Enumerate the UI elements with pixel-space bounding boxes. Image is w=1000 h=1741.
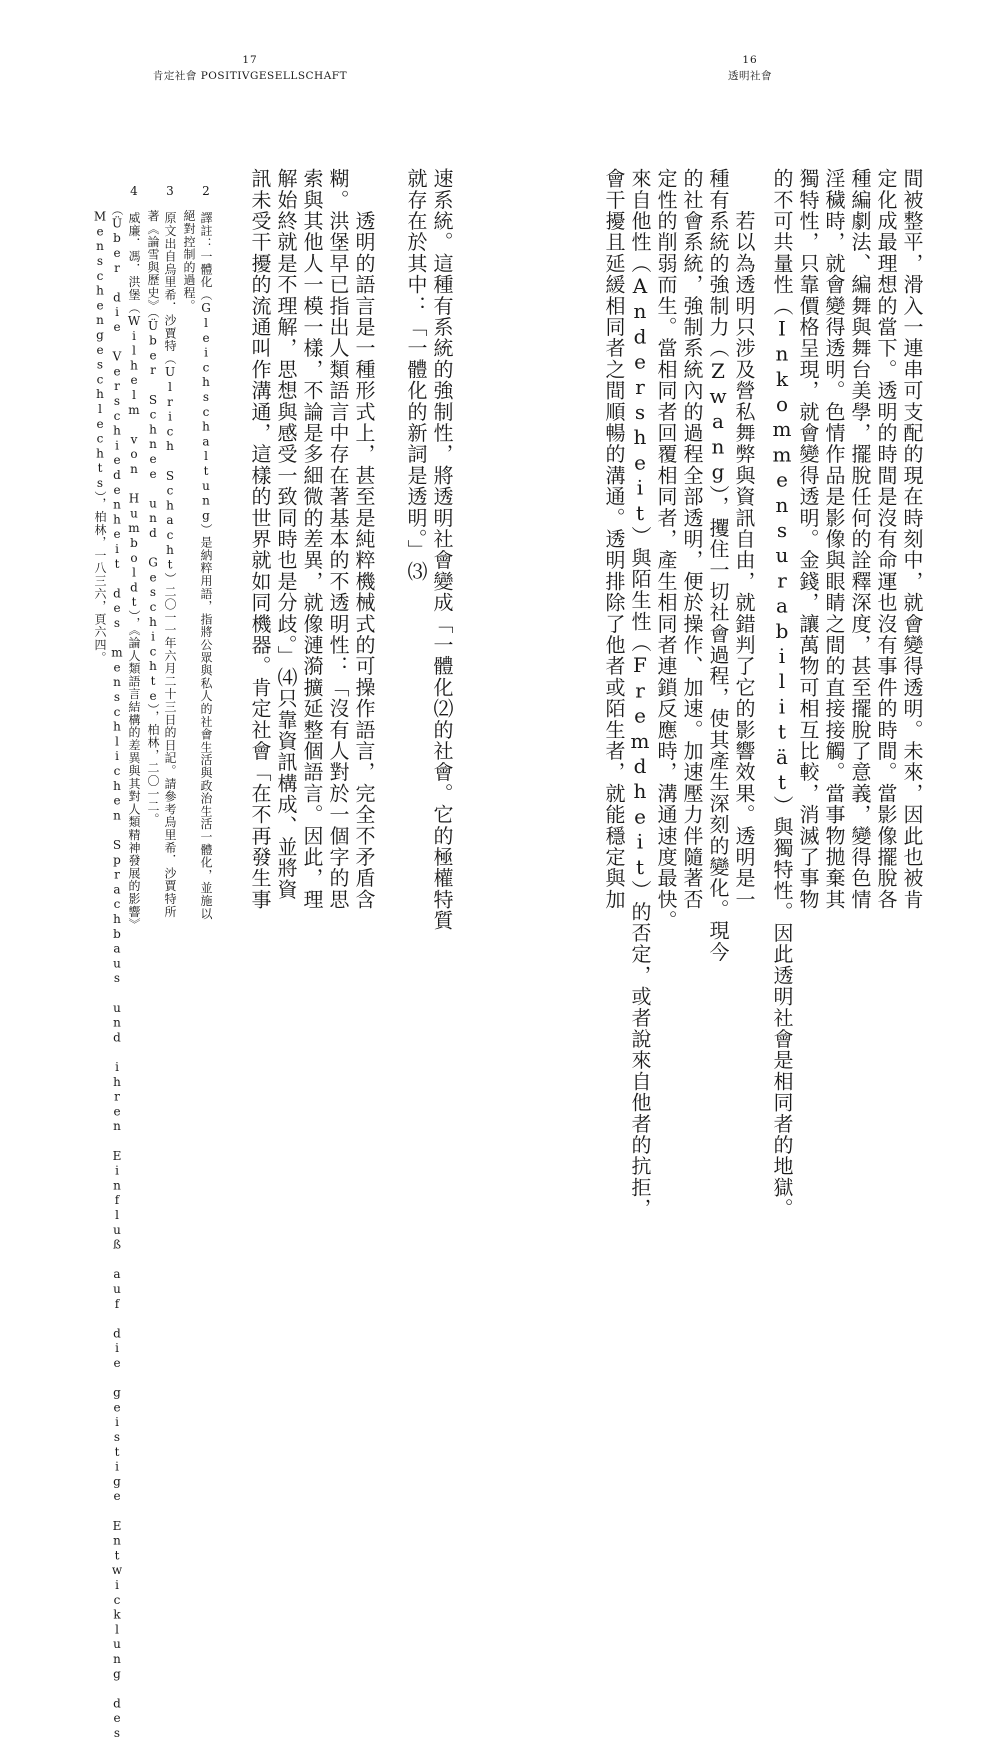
right-page [500,0,1000,1220]
footnote-line: 4 威廉．馮．洪堡（Wilhelm von Humboldt），《論人類語言結構的差異與其對人類精神發展的影響》 [127,184,141,931]
footnote-line: Menschengeschlechts），柏林，一八三六，頁六四。 [93,184,107,664]
footnote-line: 絕對控制的過程。 [182,184,196,312]
footnote-line: （Über die Verschiedenheit des menschlichen Sprachbaus und ihren Einfluß auf die geistige Entwicklung des [110,184,124,1741]
body-line: 速系統。這種有系統的強制性，將透明社會變成「一體化⑵的社會。它的極權特質 [430,168,454,932]
body-line: 獨特性，只靠價格呈現，就會變得透明。金錢，讓萬物可相互比較，消滅了事物 [796,168,820,910]
body-line: 訊未受干擾的流通叫作溝通，這樣的世界就如同機器。肯定社會「在不再發生事 [248,168,272,910]
body-line: 透明的語言是一種形式上，甚至是純粹機械式的可操作語言，完全不矛盾含 [352,168,376,910]
body-line: 的不可共量性（Inkommensurabilität）與獨特性。因此透明社會是相同者的地獄。 [770,168,794,1220]
footnote-line: 著《論雪與歷史》（Über Schnee und Geschichte），柏林，二〇一二。 [146,184,160,826]
body-line: 種有系統的強制力（Zwang），攫住一切社會過程，使其產生深刻的變化。現今 [706,168,730,963]
footnote-line: 2 譯註：一體化（Gleichschaltung）是納粹用語，指將公眾與私人的社會生活與政治生活一體化，並施以 [199,184,213,920]
body-line: 淫穢時，就會變得透明。色情作品是影像與眼睛之間的直接接觸。當事物拋棄其 [822,168,846,910]
body-line: 定性的削弱而生。當相同者回覆相同者，產生相同者連鎖反應時，溝通速度最快。 [654,168,678,932]
running-head: 肯定社會 POSITIVGESELLSCHAFT [152,70,348,82]
footnote-line: 3 原文出自烏里希．沙賈特（Ulrich Schacht）二〇一一年六月二十三日的日記。請參考烏里希．沙賈特所 [163,184,177,918]
page-number: 16 [742,54,758,66]
page-number: 17 [242,54,258,66]
running-head: 透明社會 [728,70,772,82]
body-line: 間被整平，滑入一連串可支配的現在時刻中，就會變得透明。未來，因此也被肯 [900,168,924,910]
body-line: 若以為透明只涉及營私舞弊與資訊自由，就錯判了它的影響效果。透明是一 [732,168,756,910]
body-line: 種編劇法、編舞與舞台美學，擺脫任何的詮釋深度，甚至擺脫了意義，變得色情 [848,168,872,910]
body-line: 索與其他人一模一樣，不論是多細微的差異，就像漣漪擴延整個語言。因此，理 [300,168,324,910]
body-line: 糊。洪堡早已指出人類語言中存在著基本的不透明性：「沒有人對於一個字的思 [326,168,350,910]
body-line: 的社會系統，強制系統內的過程全部透明，便於操作、加速。加速壓力伴隨著否 [680,168,704,910]
body-line: 來自他性（Andersheit）與陌生性（Fremdheit）的否定，或者說來自他者的抗拒， [628,168,652,1220]
body-line: 會干擾且延緩相同者之間順暢的溝通。透明排除了他者或陌生者，就能穩定與加 [602,168,626,910]
body-line: 解始終就是不理解，思想與感受一致同時也是分歧。」⑷只靠資訊構成、並將資 [274,168,298,900]
body-line: 定化成最理想的當下。透明的時間是沒有命運也沒有事件的時間。當影像擺脫各 [874,168,898,910]
body-line: 就存在於其中：「一體化的新詞是透明。」⑶ [404,168,428,582]
